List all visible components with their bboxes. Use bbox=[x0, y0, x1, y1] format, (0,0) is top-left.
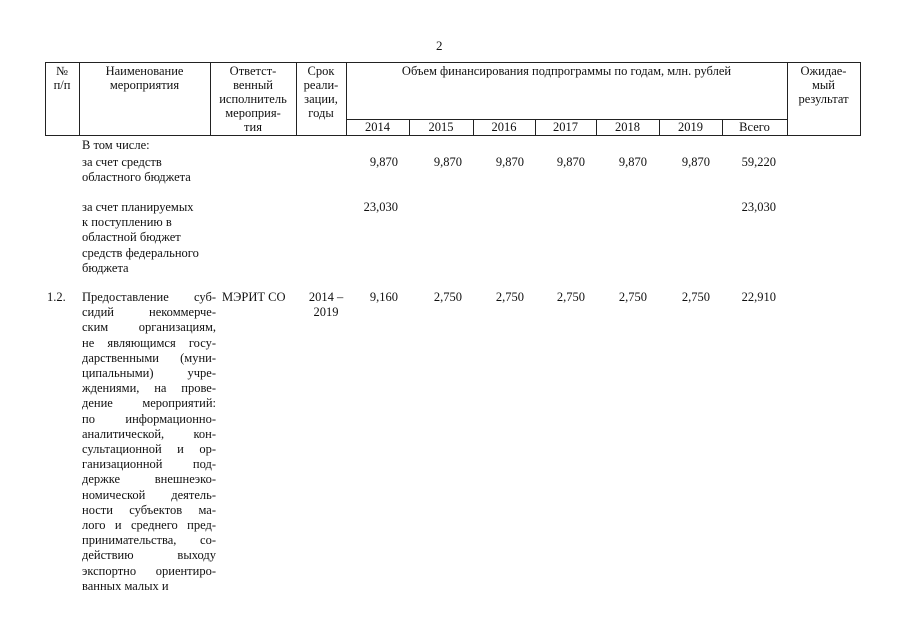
label-line: бюджета bbox=[82, 260, 129, 275]
description-line: аналитической, кон- bbox=[82, 426, 216, 441]
header-name-line: мероприятия bbox=[109, 78, 180, 92]
header-result-line: Ожидае- bbox=[800, 64, 847, 78]
page-number: 2 bbox=[436, 38, 443, 53]
header-resp-line: мероприя- bbox=[225, 106, 281, 120]
item-2015: 2,750 bbox=[433, 290, 462, 304]
year-2018: 2018 bbox=[615, 120, 640, 134]
header-resp-line: венный bbox=[233, 78, 273, 92]
description-line: сультационной и ор- bbox=[82, 442, 216, 457]
description-line: по информационно- bbox=[82, 411, 216, 426]
header-term-line: Срок bbox=[307, 64, 335, 78]
header-funding: Объем финансирования подпрограммы по годам, млн. рублей bbox=[401, 64, 732, 78]
item-number: 1.2. bbox=[47, 290, 66, 304]
header-term-line: годы bbox=[308, 106, 334, 120]
description-line: номической деятель- bbox=[82, 487, 216, 502]
year-2015: 2015 bbox=[428, 120, 454, 134]
description-line: ванных малых и bbox=[82, 578, 169, 593]
description-line: экспортно ориентиро- bbox=[82, 563, 216, 578]
year-2014: 2014 bbox=[365, 120, 390, 134]
regional-2016: 9,870 bbox=[495, 155, 524, 169]
description-line: дение мероприятий: bbox=[82, 396, 216, 411]
description-line: ности субъектов ма- bbox=[82, 502, 216, 517]
regional-2018: 9,870 bbox=[618, 155, 647, 169]
federal-total: 23,030 bbox=[741, 200, 776, 214]
item-2018: 2,750 bbox=[618, 290, 647, 304]
header-num bbox=[45, 64, 79, 92]
label-line: к поступлению в bbox=[82, 215, 172, 230]
header-result-line: мый bbox=[812, 78, 835, 92]
header-name bbox=[79, 64, 210, 92]
header-top-border bbox=[45, 62, 860, 63]
federal-label bbox=[82, 200, 217, 276]
item-description bbox=[82, 290, 216, 594]
description-line: лого и среднего пред- bbox=[82, 518, 216, 533]
label-line: за счет средств bbox=[82, 155, 162, 169]
year-2019: 2019 bbox=[678, 120, 703, 134]
description-line: дарственными (муни- bbox=[82, 350, 216, 365]
regional-total: 59,220 bbox=[741, 155, 776, 169]
header-result-line: результат bbox=[798, 92, 849, 106]
header-num-line: п/п bbox=[53, 78, 71, 92]
header-bottom-border bbox=[45, 135, 860, 136]
item-responsible: МЭРИТ СО bbox=[222, 290, 286, 304]
header-num-line: № bbox=[56, 64, 68, 78]
including-label: В том числе: bbox=[82, 138, 150, 152]
header-resp-line: тия bbox=[244, 120, 262, 134]
label-line: областной бюджет bbox=[82, 230, 181, 245]
regional-2014: 9,870 bbox=[369, 155, 398, 169]
header-result bbox=[787, 64, 860, 106]
col-border bbox=[860, 62, 861, 136]
description-line: ганизационной под- bbox=[82, 457, 216, 472]
description-line: Предоставление суб- bbox=[82, 290, 216, 304]
description-line: держке внешнеэко- bbox=[82, 472, 216, 487]
header-resp-line: Ответст- bbox=[229, 64, 277, 78]
header-term bbox=[296, 64, 346, 120]
federal-2014: 23,030 bbox=[363, 200, 398, 214]
description-line: ждениями, на прове- bbox=[82, 381, 216, 396]
item-2016: 2,750 bbox=[495, 290, 524, 304]
description-line: действию выходу bbox=[82, 548, 216, 563]
year-2016: 2016 bbox=[491, 120, 517, 134]
regional-2019: 9,870 bbox=[681, 155, 710, 169]
regional-2017: 9,870 bbox=[556, 155, 585, 169]
table-header bbox=[45, 62, 860, 136]
item-2014: 9,160 bbox=[369, 290, 398, 304]
header-term-line: реали- bbox=[303, 78, 339, 92]
header-resp-line: исполнитель bbox=[219, 92, 287, 106]
term-line: 2019 bbox=[313, 305, 339, 320]
label-line: за счет планируемых bbox=[82, 200, 194, 214]
description-line: сидий некоммерче- bbox=[82, 305, 216, 320]
term-line: 2014 – bbox=[308, 290, 344, 304]
header-responsible bbox=[210, 64, 296, 134]
regional-label bbox=[82, 155, 217, 185]
year-total: Всего bbox=[739, 120, 770, 134]
label-line: областного бюджета bbox=[82, 170, 191, 185]
description-line: ципальными) учре- bbox=[82, 366, 216, 381]
header-term-line: зации, bbox=[304, 92, 338, 106]
year-2017: 2017 bbox=[553, 120, 578, 134]
description-line: ским организациям, bbox=[82, 320, 216, 335]
description-line: не являющимся госу- bbox=[82, 335, 216, 350]
item-total: 22,910 bbox=[741, 290, 776, 304]
label-line: средств федерального bbox=[82, 245, 199, 260]
item-2019: 2,750 bbox=[681, 290, 710, 304]
description-line: принимательства, со- bbox=[82, 533, 216, 548]
regional-2015: 9,870 bbox=[433, 155, 462, 169]
item-2017: 2,750 bbox=[556, 290, 585, 304]
header-name-line: Наименование bbox=[105, 64, 184, 78]
